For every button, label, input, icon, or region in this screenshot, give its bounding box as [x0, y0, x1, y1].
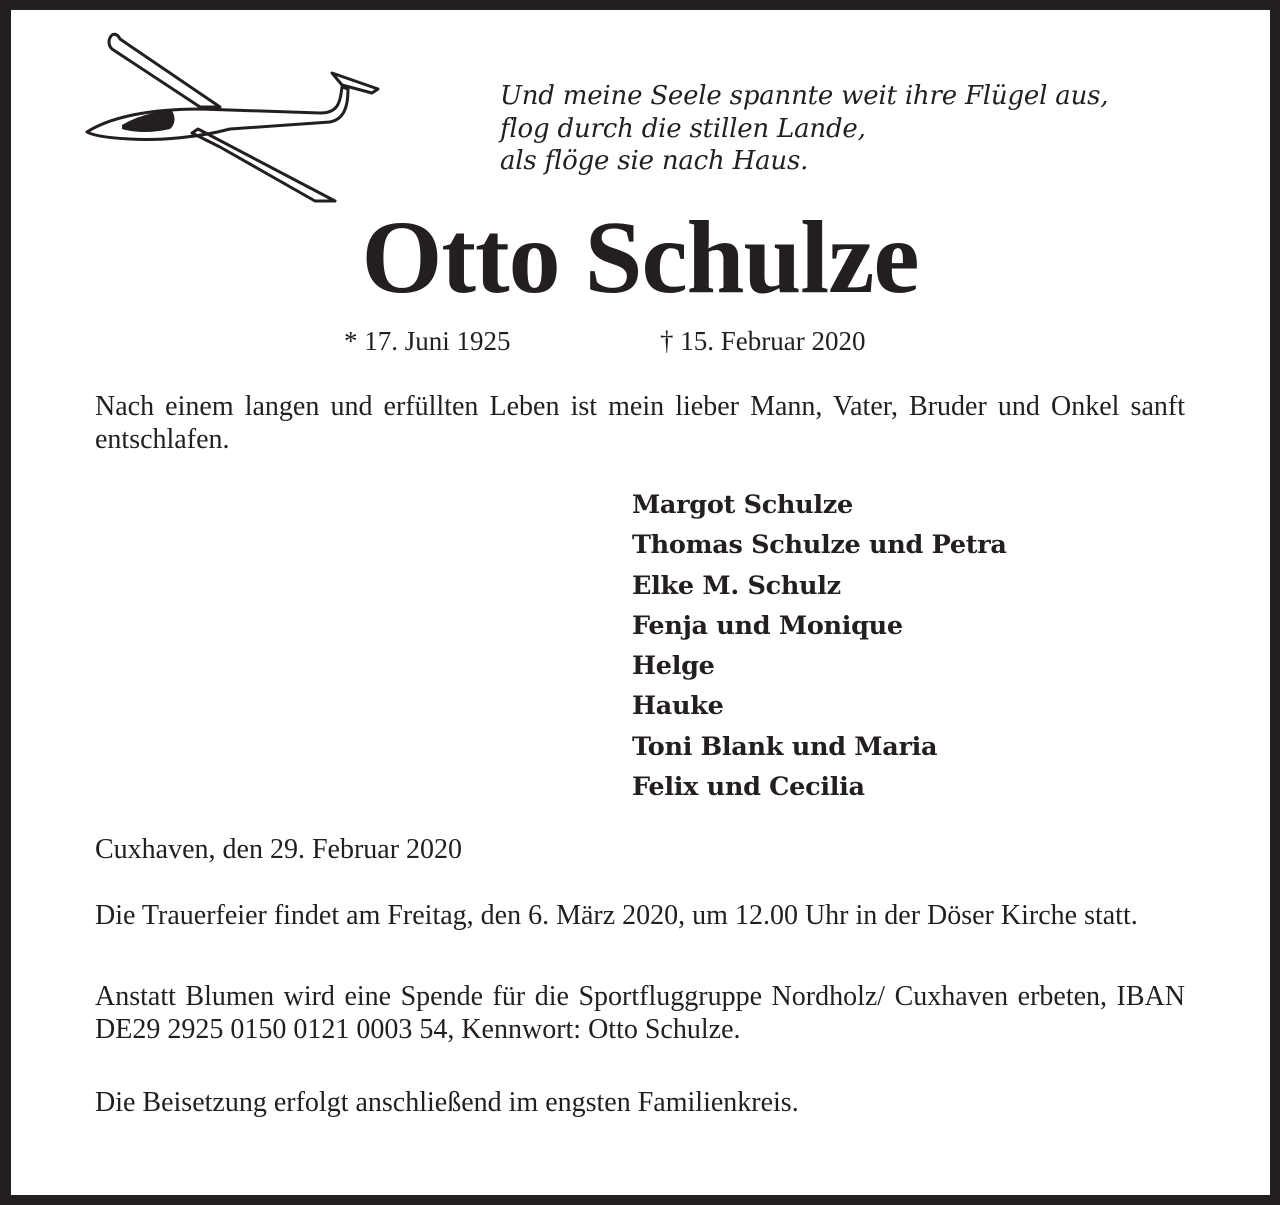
mourner-name: Margot Schulze [632, 490, 853, 520]
funeral-service-text: Die Trauerfeier findet am Freitag, den 6. März 2020, um 12.00 Uhr in der Döser Kirche statt. [95, 900, 1138, 931]
mourner-name: Felix und Cecilia [632, 772, 865, 803]
mourner-name: Helge [632, 651, 715, 682]
burial-note: Die Beisetzung erfolgt anschließend im engsten Familienkreis. [95, 1087, 799, 1118]
place-and-date: Cuxhaven, den 29. Februar 2020 [95, 834, 463, 865]
deceased-name: Otto Schulze [361, 200, 919, 315]
glider-aircraft-icon [80, 25, 385, 210]
motto-verse [500, 80, 1108, 178]
birth-date: * 17. Juni 1925 [344, 326, 511, 356]
death-date: † 15. Februar 2020 [660, 326, 866, 356]
mourner-name: Thomas Schulze und Petra [632, 530, 1007, 561]
mourner-name: Fenja und Monique [632, 610, 903, 641]
intro-text: Nach einem langen und erfüllten Leben ist mein lieber Mann, Vater, Bruder und Onkel sanft entschlafen. [95, 391, 1185, 455]
mourner-name: Hauke [632, 691, 724, 722]
motto-line: flog durch die stillen Lande, [500, 113, 866, 144]
mourner-name: Elke M. Schulz [632, 570, 841, 601]
mourner-name: Toni Blank und Maria [632, 731, 938, 762]
motto-line: als flöge sie nach Haus. [500, 146, 809, 176]
motto-line: Und meine Seele spannte weit ihre Flügel aus, [500, 81, 1109, 111]
mourners-list [632, 485, 1007, 807]
donation-note: Anstatt Blumen wird eine Spende für die Sportfluggruppe Nordholz/ Cuxhaven erbeten, IBAN DE29 2925 0150 0121 0003 54, Kennwort: Otto Schulze. [95, 981, 1185, 1045]
